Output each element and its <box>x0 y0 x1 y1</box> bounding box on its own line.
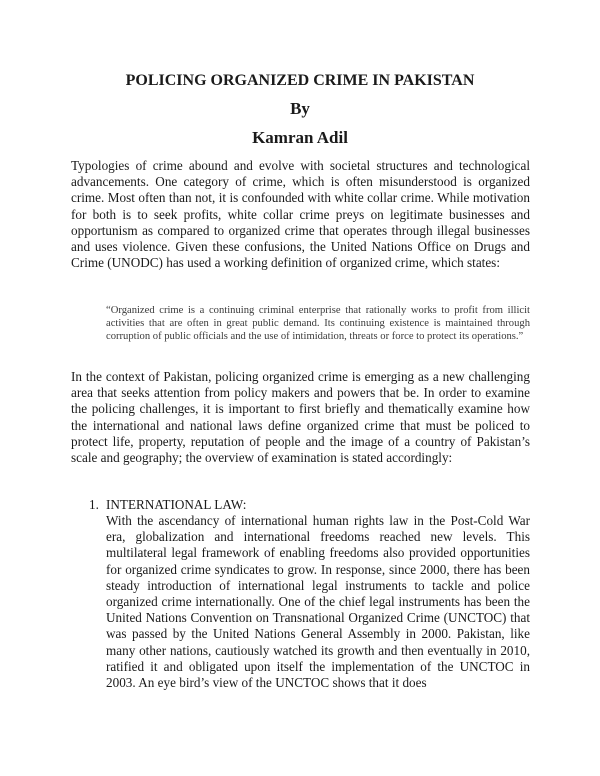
section-number: 1. <box>89 497 99 512</box>
by-line: By <box>290 99 310 118</box>
intro-paragraph: Typologies of crime abound and evolve with societal structures and technological advancements. One category of crime, which is often misunderstood is organized crime. Most often than not, it is confounded with white collar crime. While motivation for both is to seek profits, white collar crime preys on legitimate businesses and opportunism as compared to organized crime that operates through illegal businesses and uses violence. Given these confusions, the United Nations Office on Drugs and Crime (UNODC) has used a working definition of organized crime, which states: <box>71 158 530 271</box>
document-title: POLICING ORGANIZED CRIME IN PAKISTAN <box>125 72 475 89</box>
unodc-definition-quote: “Organized crime is a continuing criminal enterprise that rationally works to profit from illicit activities that are often in great public demand. Its continuing existence is maintained through corruption of public officials and the use of intimidation, threats or force to protect its operations.” <box>106 305 530 342</box>
context-paragraph: In the context of Pakistan, policing organized crime is emerging as a new challenging area that seeks attention from policy makers and powers that be. In order to examine the policing challenges, it is important to first briefly and thematically examine how the international and national laws define organized crime that must be policed to protect life, property, reputation of people and the image of a country of Pakistan’s scale and geography; the overview of examination is stated accordingly: <box>71 369 530 466</box>
author-name: Kamran Adil <box>252 128 348 147</box>
section-heading-text: INTERNATIONAL LAW: <box>106 497 247 512</box>
section-body-international-law: With the ascendancy of international human rights law in the Post-Cold War era, globalization and international freedoms reached new levels. This multilateral legal framework of enabling freedoms also provided opportunities for organized crime syndicates to grow. In response, since 2000, there has been steady introduction of international legal instruments to tackle and police organized crime internationally. One of the chief legal instruments has been the United Nations Convention on Transnational Organized Crime (UNCTOC) that was passed by the United Nations General Assembly in 2000. Pakistan, like many other nations, cautiously watched its growth and then eventually in 2010, ratified it and obligated upon itself the implementation of the UNCTOC in 2003. An eye bird’s view of the UNCTOC shows that it does <box>106 513 530 691</box>
section-heading-international-law <box>89 497 246 513</box>
